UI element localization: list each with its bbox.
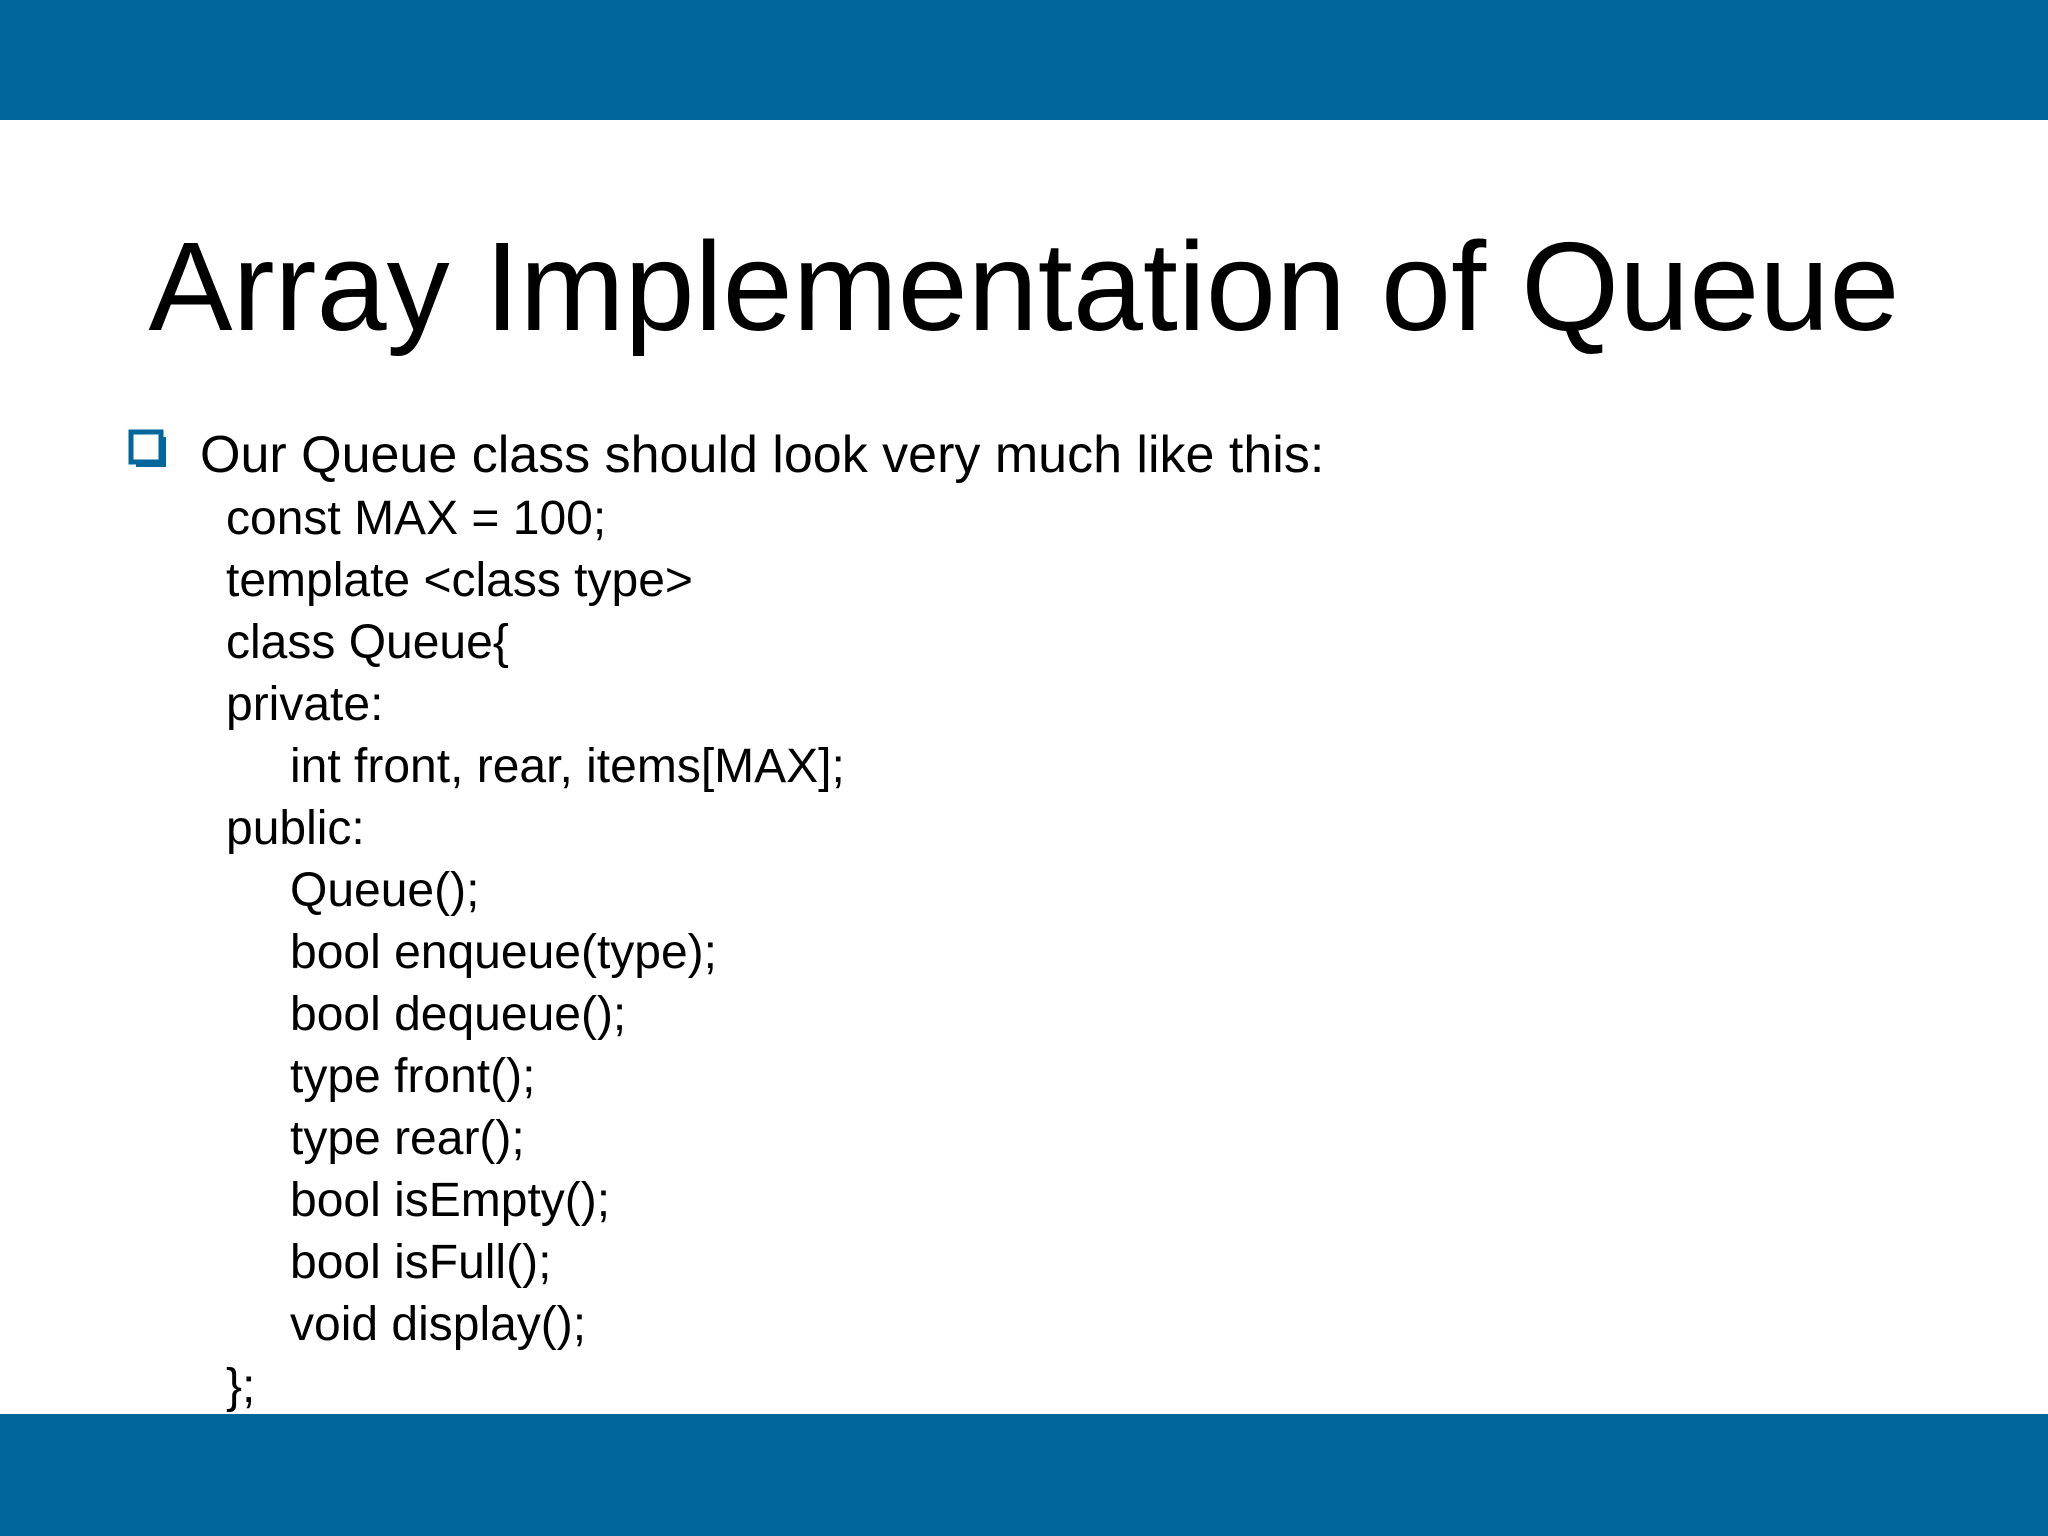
code-line: type front();	[290, 1050, 536, 1103]
bullet-text: Our Queue class should look very much like this:	[200, 426, 1325, 484]
code-line: bool dequeue();	[290, 988, 627, 1041]
top-header-band	[0, 0, 2048, 120]
hollow-square-bullet-icon	[128, 429, 168, 469]
code-line: public:	[226, 802, 365, 855]
code-line: int front, rear, items[MAX];	[290, 740, 845, 793]
code-line: bool isEmpty();	[290, 1174, 611, 1227]
code-line: void display();	[290, 1298, 587, 1351]
code-block	[226, 488, 845, 1418]
code-line: Queue();	[290, 864, 480, 917]
code-line: template <class type>	[226, 554, 693, 607]
code-line: type rear();	[290, 1112, 525, 1165]
code-line: bool isFull();	[290, 1236, 552, 1289]
code-line: private:	[226, 678, 384, 731]
code-line: const MAX = 100;	[226, 492, 607, 545]
slide-title: Array Implementation of Queue	[148, 216, 1900, 357]
code-line: bool enqueue(type);	[290, 926, 717, 979]
code-line: };	[226, 1360, 256, 1413]
bottom-footer-band	[0, 1414, 2048, 1536]
code-line: class Queue{	[226, 616, 509, 669]
